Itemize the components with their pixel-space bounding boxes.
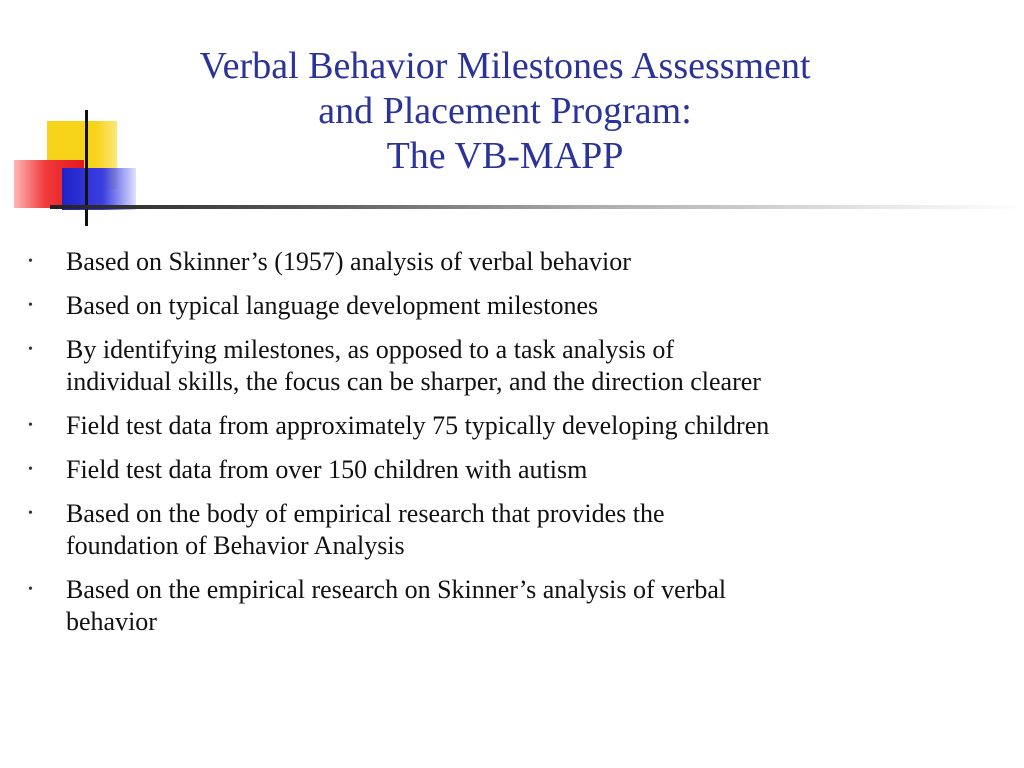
bullet-item: [28, 410, 1008, 442]
bullet-marker: •: [28, 342, 33, 357]
bullet-item: [28, 246, 1008, 278]
bullet-text-line: Based on Skinner’s (1957) analysis of verbal behavior: [66, 247, 631, 276]
bullet-marker: •: [28, 506, 33, 521]
bullet-text-line: Field test data from approximately 75 typically developing children: [66, 411, 770, 440]
bullet-text-line: Based on the body of empirical research that provides the: [66, 499, 665, 528]
bullet-item: [28, 454, 1008, 486]
title-line-2: and Placement Program:: [318, 90, 692, 132]
bullet-text-line: Based on typical language development milestones: [66, 291, 599, 320]
bullet-list: [28, 246, 1008, 650]
bullet-text-line: By identifying milestones, as opposed to a task analysis of: [66, 335, 675, 364]
bullet-text-line: individual skills, the focus can be sharper, and the direction clearer: [66, 367, 761, 396]
bullet-marker: •: [28, 582, 33, 597]
title-divider-line: [50, 205, 1024, 209]
bullet-marker: •: [28, 254, 33, 269]
bullet-item: [28, 334, 1008, 398]
bullet-text-line: foundation of Behavior Analysis: [66, 531, 405, 560]
title-line-3: The VB-MAPP: [386, 135, 624, 177]
bullet-text-line: Field test data from over 150 children with autism: [66, 455, 588, 484]
bullet-marker: •: [28, 418, 33, 433]
bullet-item: [28, 290, 1008, 322]
bullet-marker: •: [28, 462, 33, 477]
bullet-item: [28, 498, 1008, 562]
bullet-text-line: behavior: [66, 607, 157, 636]
bullet-marker: •: [28, 298, 33, 313]
bullet-text-line: Based on the empirical research on Skinner’s analysis of verbal: [66, 575, 727, 604]
bullet-item: [28, 574, 1008, 638]
slide-title: [80, 44, 930, 179]
title-line-1: Verbal Behavior Milestones Assessment: [199, 45, 811, 87]
